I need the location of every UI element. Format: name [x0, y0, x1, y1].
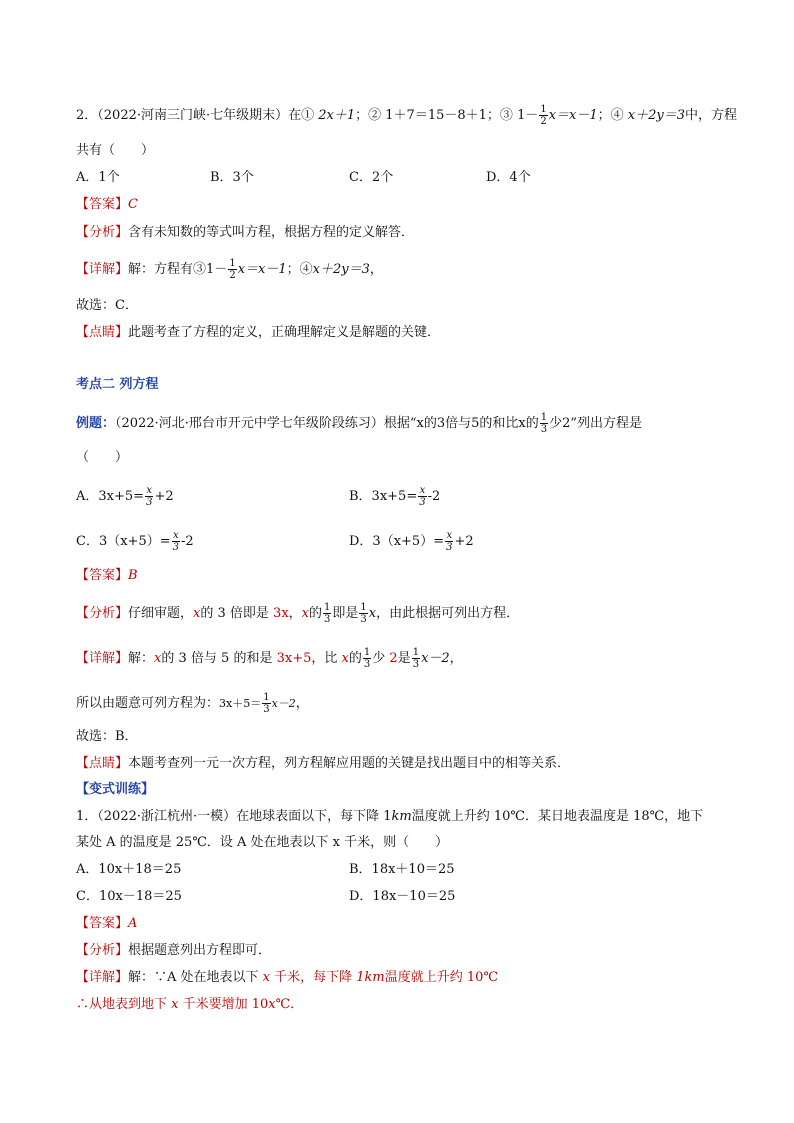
sep: ，: [449, 651, 463, 666]
q2-selection: 故选：C．: [76, 298, 138, 313]
detail-text: 解：∵A 处在地表以下: [128, 970, 263, 985]
expr: x＝x－1: [237, 262, 287, 277]
sep: ，: [295, 696, 309, 711]
detail-tag: 【详解】: [76, 262, 129, 277]
answer-tag: 【答案】: [76, 568, 129, 583]
frac-num: x: [446, 530, 453, 541]
sep: ；④: [597, 108, 628, 123]
unit-1km: 1km: [356, 970, 385, 985]
answer-value: A: [128, 916, 138, 931]
opt-text: B．3x+5=: [349, 489, 418, 504]
variant-q1-line-1: [76, 807, 703, 827]
expr: 3x+5: [276, 651, 312, 666]
detail-tag: 【详解】: [76, 651, 129, 666]
var-x: x: [262, 970, 271, 985]
detail-text: 少: [372, 651, 390, 666]
question-2-line-2: 共有（ ）: [76, 143, 155, 158]
kp2-answer: [76, 566, 138, 586]
section-title-kp2: 考点二 列方程: [76, 377, 159, 392]
example-text: 少2”列出方程是: [549, 416, 643, 431]
frac-num: x: [172, 530, 179, 541]
kp2-detail: [76, 647, 463, 670]
frac-num: 1: [324, 602, 331, 613]
conclusion-text: ∴从地表到地下: [76, 997, 172, 1012]
var-x: x: [268, 997, 276, 1012]
q2-option-c: C．2个: [349, 170, 394, 185]
frac-den: 3: [540, 424, 548, 435]
detail-text: 解：: [128, 651, 155, 666]
analysis-text: 含有未知数的等式叫方程，根据方程的定义解答．: [128, 225, 415, 240]
opt-text: -2: [427, 489, 441, 504]
opt-text: C．3（x+5）=: [76, 534, 171, 549]
analysis-text: 仔细审题，: [128, 606, 194, 621]
analysis-text: 根据题意列出方程即可．: [128, 943, 272, 958]
example-text: （2022·河北·邢台市开元中学七年级阶段练习）根据“x的3倍与5的和比x的: [115, 416, 539, 431]
answer-tag: 【答案】: [76, 197, 129, 212]
example-line-2: （ ）: [76, 450, 129, 465]
fraction-third: [412, 647, 420, 670]
opt-text: +2: [454, 534, 474, 549]
q2-detail: [76, 258, 383, 281]
fraction-third: [359, 602, 367, 625]
q2-option-d: D．4个: [486, 170, 531, 185]
point-tag: 【点睛】: [76, 325, 129, 340]
expr-1: 2x＋1: [318, 108, 356, 123]
var-x: x: [341, 651, 349, 666]
frac-den: 3: [412, 659, 420, 670]
frac-num: 1: [540, 104, 547, 115]
detail-text: 千米，每下降: [270, 970, 357, 985]
q2-option-a: A．1个: [76, 170, 120, 185]
var-x: x: [171, 997, 179, 1012]
var-detail: [76, 968, 498, 988]
sep: ，: [369, 262, 383, 277]
expr: x－2: [421, 651, 450, 666]
frac-den: 2: [540, 116, 547, 127]
var-analysis: [76, 941, 271, 961]
frac-den: 3: [146, 497, 153, 508]
frac-den: 3: [363, 659, 371, 670]
point-text: 此题考查了方程的定义，正确理解定义是解题的关键．: [128, 325, 441, 340]
detail-text: 的 3 倍与 5 的和是: [161, 651, 277, 666]
answer-value: C: [128, 197, 138, 212]
analysis-text: ，由此根据可列出方程．: [376, 606, 520, 621]
opt-text: A．3x+5=: [76, 489, 145, 504]
example-tag: 例题：: [76, 416, 116, 431]
frac-num: 1: [412, 647, 420, 658]
var-x: x: [193, 606, 201, 621]
number-2: 2: [389, 651, 398, 666]
frac-num: 1: [263, 692, 270, 703]
detail-text: 是: [397, 651, 411, 666]
point-text: 本题考查列一元一次方程，列方程解应用题的关键是找出题目中的相等关系．: [128, 756, 571, 771]
var-conclusion: [76, 995, 303, 1015]
expr-3b: x＝x－1: [548, 108, 598, 123]
var-x: x: [154, 651, 162, 666]
frac-den: 3: [263, 704, 270, 715]
expr-2: 1＋7＝15－8＋1: [385, 108, 487, 123]
analysis-tag: 【分析】: [76, 606, 129, 621]
fraction-x-3: [145, 485, 153, 508]
analysis-tag: 【分析】: [76, 225, 129, 240]
conclusion-text: 千米要增加 10: [178, 997, 269, 1012]
var-option-c: C．10x－18＝25: [76, 889, 182, 904]
frac-den: 3: [419, 497, 426, 508]
fraction-third: [262, 692, 270, 715]
var-option-d: D．18x－10＝25: [349, 889, 456, 904]
sep: ；④: [286, 262, 313, 277]
conclusion-text: ℃．: [275, 997, 304, 1012]
analysis-tag: 【分析】: [76, 943, 129, 958]
question-2-head: 2．（2022·河南三门峡·七年级期末）在①: [76, 108, 319, 123]
detail-tag: 【详解】: [76, 970, 129, 985]
detail-text: 温度就上升约 10℃: [384, 970, 498, 985]
section-title-variant: 【变式训练】: [76, 782, 155, 797]
kp2-analysis: [76, 602, 519, 625]
kp2-so-line: [76, 692, 309, 715]
frac-num: 1: [229, 258, 236, 269]
fraction-x-3: [445, 530, 453, 553]
frac-den: 3: [446, 542, 453, 553]
expr-4: x＋2y＝3: [627, 108, 686, 123]
expr: 3x＋5＝: [219, 697, 262, 710]
sep: ；②: [355, 108, 386, 123]
analysis-text: 的: [309, 606, 323, 621]
frac-den: 2: [229, 270, 236, 281]
fraction-x-3: [418, 485, 426, 508]
var-x: x: [368, 606, 377, 621]
opt-text: -2: [180, 534, 194, 549]
frac-den: 3: [360, 614, 367, 625]
so-text: 所以由题意可列方程为：: [76, 696, 220, 711]
analysis-text: 即是: [332, 606, 359, 621]
frac-num: 1: [540, 412, 548, 423]
fraction-half: [228, 258, 236, 281]
variant-q1-line-2: 某处 A 的温度是 25℃．设 A 处在地表以下 x 千米，则（ ）: [76, 835, 449, 850]
frac-num: 1: [363, 647, 371, 658]
kp2-point: [76, 754, 570, 774]
q2-analysis: [76, 223, 414, 243]
answer-value: B: [128, 568, 138, 583]
frac-num: 1: [360, 602, 367, 613]
kp2-option-d: [349, 530, 474, 553]
fraction-half: [539, 104, 547, 127]
fraction-third: [540, 412, 548, 435]
frac-num: x: [146, 485, 153, 496]
opt-text: D．3（x+5）=: [349, 534, 445, 549]
opt-text: +2: [154, 489, 174, 504]
question-2-tail: 中，方程: [685, 108, 738, 123]
sep: ；③: [486, 108, 518, 123]
q-text: 1．（2022·浙江杭州·一模）在地球表面以下，每下降 1: [76, 809, 392, 824]
kp2-selection: 故选：B．: [76, 729, 138, 744]
var-option-b: B．18x＋10＝25: [349, 862, 455, 877]
question-2-line-1: [76, 104, 737, 127]
fraction-third: [363, 647, 371, 670]
expr: 1－: [206, 262, 228, 277]
frac-den: 3: [172, 542, 179, 553]
sep: ，: [288, 606, 302, 621]
detail-text: 解：方程有③: [128, 262, 207, 277]
var-x: x: [301, 606, 310, 621]
frac-den: 3: [324, 614, 331, 625]
fraction-x-3: [172, 530, 180, 553]
analysis-text: 的 3 倍即是: [200, 606, 274, 621]
expr-3x: 3x: [273, 606, 289, 621]
kp2-option-c: [76, 530, 194, 553]
expr: x＋2y＝3: [312, 262, 370, 277]
q2-option-b: B．3个: [210, 170, 254, 185]
kp2-option-a: [76, 485, 174, 508]
var-answer: [76, 914, 137, 934]
kp2-option-b: [349, 485, 440, 508]
fraction-third: [323, 602, 331, 625]
point-tag: 【点睛】: [76, 756, 129, 771]
detail-text: ，比: [311, 651, 342, 666]
detail-text: 的: [348, 651, 362, 666]
expr: x－2: [271, 697, 296, 710]
frac-num: x: [419, 485, 426, 496]
expr-3a: 1－: [517, 108, 539, 123]
q-text: 温度就上升约 10℃．某日地表温度是 18℃，地下: [411, 809, 704, 824]
q2-answer: [76, 195, 138, 215]
var-option-a: A．10x＋18＝25: [76, 862, 182, 877]
answer-tag: 【答案】: [76, 916, 129, 931]
q2-point: [76, 323, 440, 343]
example-line-1: [76, 412, 642, 435]
unit-km: km: [391, 809, 412, 824]
